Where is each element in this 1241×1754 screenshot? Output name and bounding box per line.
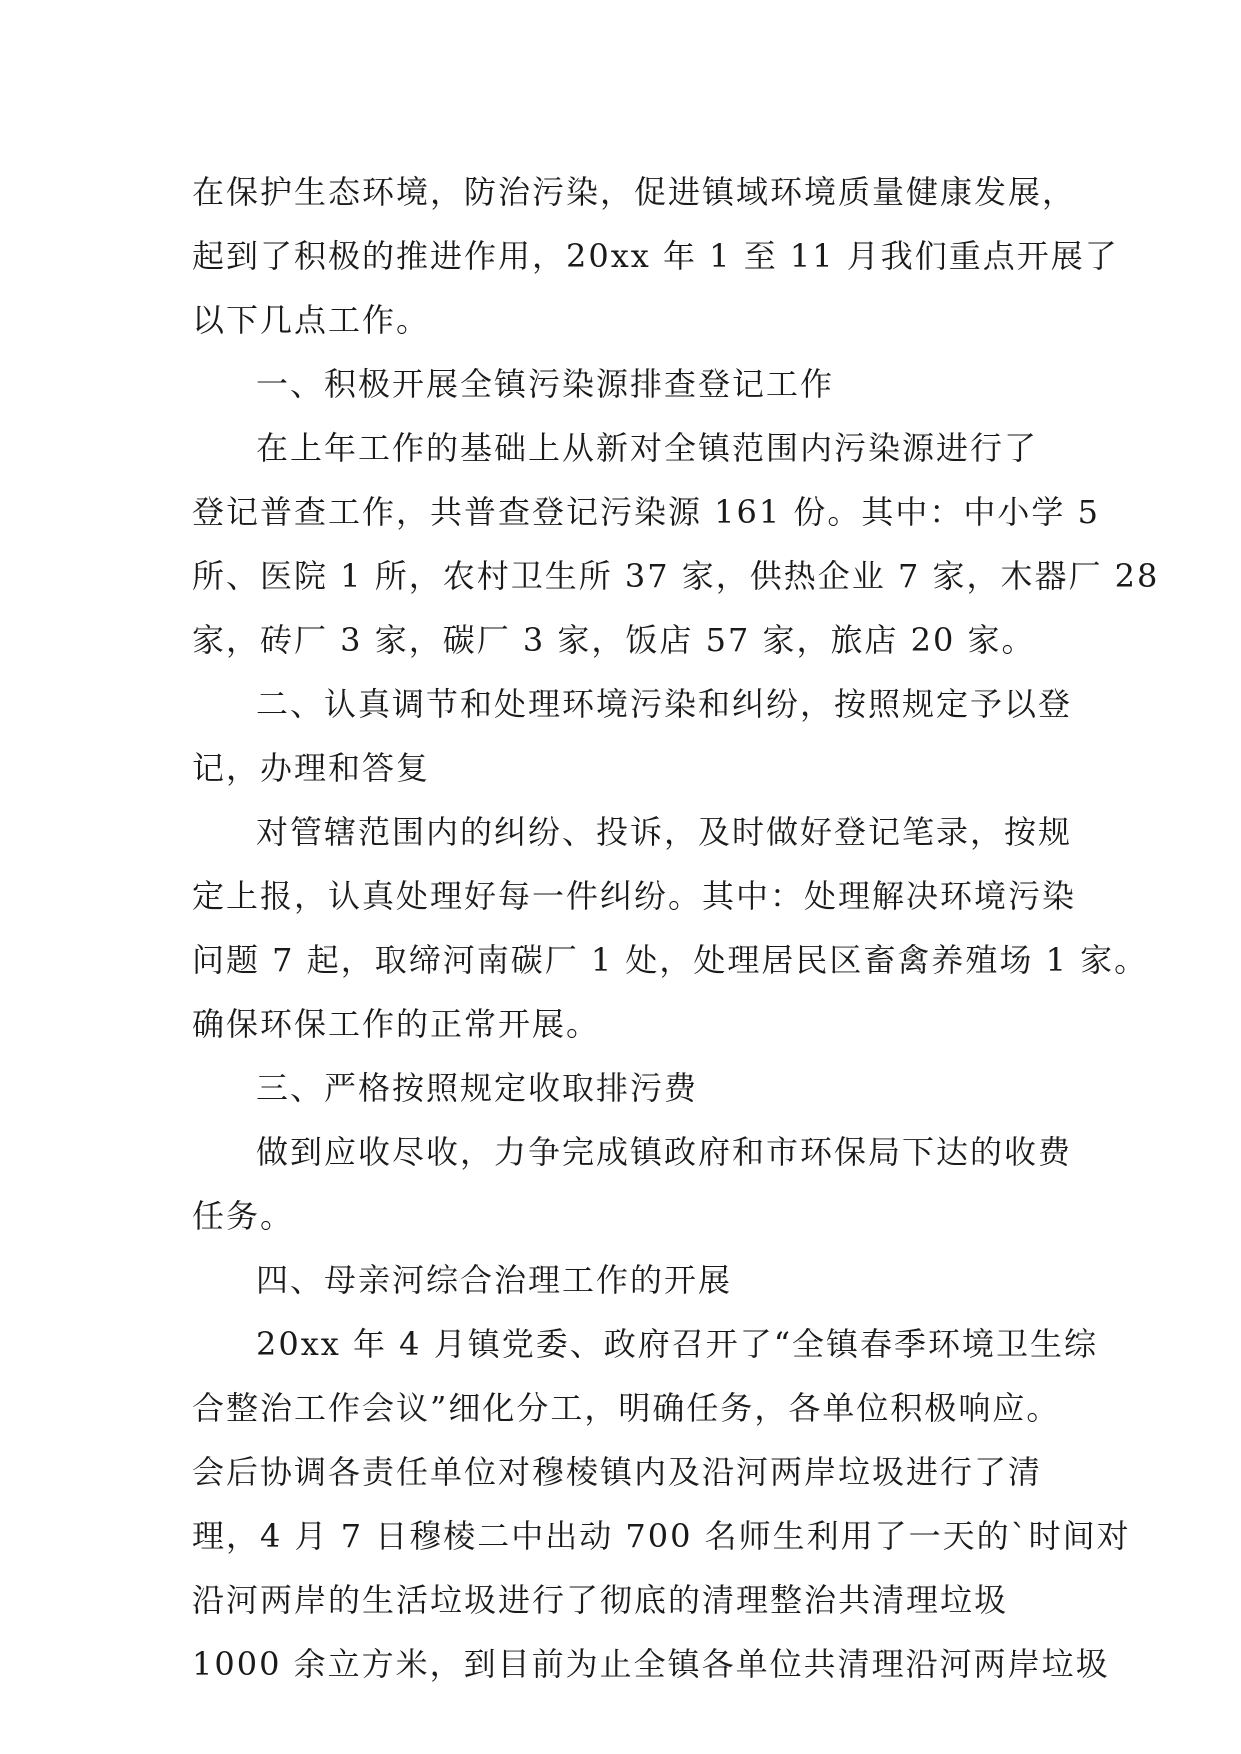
paragraph-line: 沿河两岸的生活垃圾进行了彻底的清理整治共清理垃圾: [192, 1581, 1009, 1619]
section-heading-2: 二、认真调节和处理环境污染和纠纷，按照规定予以登: [256, 685, 1073, 723]
paragraph-line: 家，砖厂 3 家，碳厂 3 家，饭店 57 家，旅店 20 家。: [192, 621, 1036, 659]
section-heading-3: 三、严格按照规定收取排污费: [256, 1069, 699, 1107]
paragraph-line: 做到应收尽收，力争完成镇政府和市环保局下达的收费: [256, 1133, 1073, 1171]
section-heading-2-continued: 记，办理和答复: [192, 749, 431, 787]
paragraph-line: 任务。: [192, 1197, 295, 1235]
paragraph-line: 1000 余立方米，到目前为止全镇各单位共清理沿河两岸垃圾: [192, 1645, 1110, 1683]
paragraph-line: 定上报，认真处理好每一件纠纷。其中：处理解决环境污染: [192, 877, 1077, 915]
paragraph-line: 对管辖范围内的纠纷、投诉，及时做好登记笔录，按规: [256, 813, 1073, 851]
section-heading-1: 一、积极开展全镇污染源排查登记工作: [256, 365, 835, 403]
paragraph-line: 会后协调各责任单位对穆棱镇内及沿河两岸垃圾进行了清: [192, 1453, 1043, 1491]
document-body: [192, 160, 1160, 1696]
paragraph-line: 20xx 年 4 月镇党委、政府召开了“全镇春季环境卫生综: [256, 1325, 1099, 1363]
paragraph-line: 在保护生态环境，防治污染，促进镇域环境质量健康发展，: [192, 173, 1077, 211]
paragraph-line: 问题 7 起，取缔河南碳厂 1 处，处理居民区畜禽养殖场 1 家。: [192, 941, 1149, 979]
paragraph-line: 以下几点工作。: [192, 301, 431, 339]
paragraph-line: 登记普查工作，共普查登记污染源 161 份。其中：中小学 5: [192, 493, 1100, 531]
paragraph-line: 确保环保工作的正常开展。: [192, 1005, 601, 1043]
section-heading-4: 四、母亲河综合治理工作的开展: [256, 1261, 733, 1299]
paragraph-line: 理，4 月 7 日穆棱二中出动 700 名师生利用了一天的`时间对: [192, 1517, 1131, 1555]
paragraph-line: 合整治工作会议”细化分工，明确任务，各单位积极响应。: [192, 1389, 1061, 1427]
paragraph-line: 起到了积极的推进作用，20xx 年 1 至 11 月我们重点开展了: [192, 237, 1119, 275]
paragraph-line: 所、医院 1 所，农村卫生所 37 家，供热企业 7 家，木器厂 28: [192, 557, 1160, 595]
paragraph-line: 在上年工作的基础上从新对全镇范围内污染源进行了: [256, 429, 1039, 467]
